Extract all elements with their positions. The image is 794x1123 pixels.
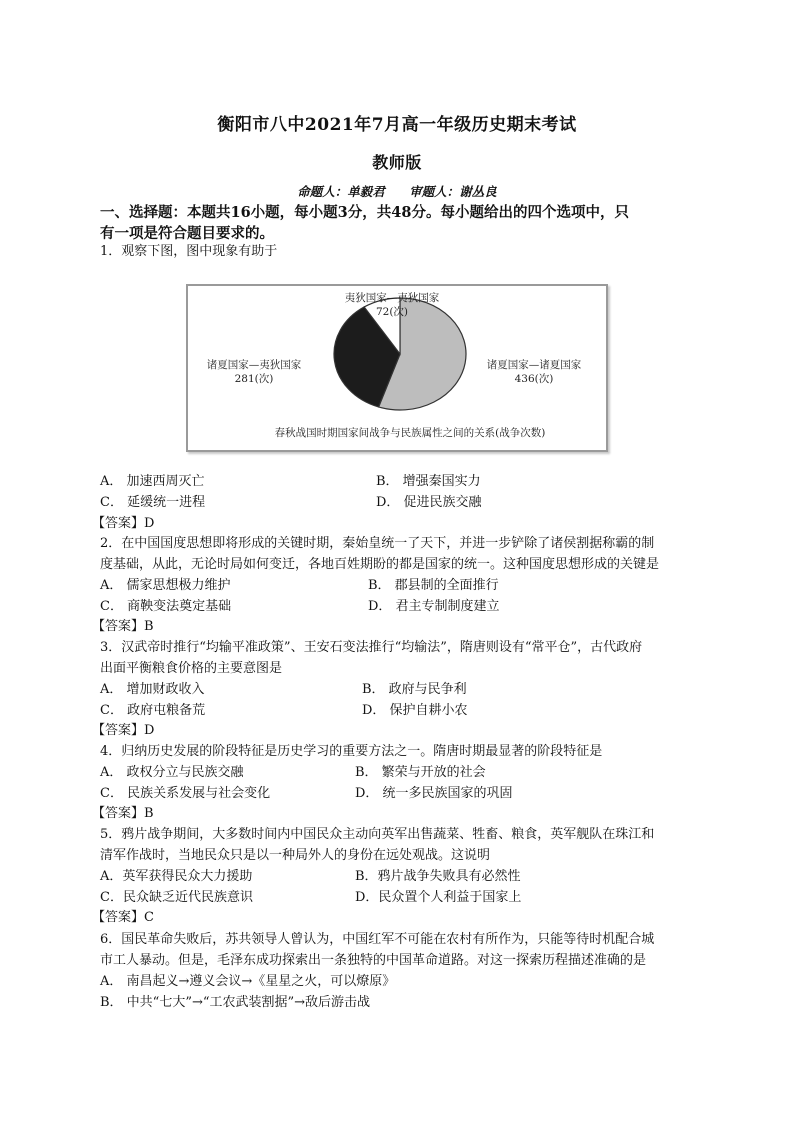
question-2-answer: 【答案】B xyxy=(92,619,154,634)
question-5-stem-line-1: 5．鸦片战争期间，大多数时间内中国民众主动向英军出售蔬菜、牲畜、粮食，英军舰队在珠江和 xyxy=(100,827,655,842)
question-1-option-d[interactable]: D． 促进民族交融 xyxy=(376,495,482,510)
pie-category-label: 夷狄国家—夷狄国家 xyxy=(344,292,440,304)
question-3-options-row-1 xyxy=(100,680,700,700)
question-4-option-c[interactable]: C． 民族关系发展与社会变化 xyxy=(100,786,271,801)
question-5-stem-line-2: 清军作战时，当地民众只是以一种局外人的身份在远处观战。这说明 xyxy=(100,848,491,863)
question-2-options-row-1 xyxy=(100,576,700,596)
question-4-options-row-1 xyxy=(100,763,700,783)
question-2-option-b[interactable]: B． 郡县制的全面推行 xyxy=(368,578,499,593)
author-label: 命题人：单毅君 xyxy=(297,184,385,199)
question-6-stem-line-1: 6．国民革命失败后，苏共领导人曾认为，中国红军不可能在农村有所作为，只能等待时机配合城 xyxy=(100,932,655,947)
question-1-options-row-2 xyxy=(100,493,700,513)
question-3-option-a[interactable]: A． 增加财政收入 xyxy=(100,682,205,697)
question-1-options-row-1 xyxy=(100,472,700,492)
question-2-options-row-2 xyxy=(100,597,700,617)
question-5-options-row-1 xyxy=(100,867,700,887)
question-3-option-d[interactable]: D． 保护自耕小农 xyxy=(362,703,468,718)
question-4-options-row-2 xyxy=(100,784,700,804)
question-1-answer: 【答案】D xyxy=(92,516,155,531)
pie-chart xyxy=(186,284,608,452)
question-5-option-b[interactable]: B．鸦片战争失败具有必然性 xyxy=(355,869,521,884)
question-1-option-a[interactable]: A． 加速西周灭亡 xyxy=(100,474,205,489)
question-6-stem-line-2: 市工人暴动。但是，毛泽东成功探索出一条独特的中国革命道路。对这一探索历程描述准确的是 xyxy=(100,953,647,968)
section-heading xyxy=(100,202,700,244)
pie-category-label: 诸夏国家—夷狄国家 xyxy=(206,359,302,371)
pie-category-label: 诸夏国家—诸夏国家 xyxy=(486,359,582,371)
section-heading-line-2: 有一项是符合题目要求的。 xyxy=(100,225,274,242)
question-5-answer: 【答案】C xyxy=(92,910,154,925)
edition-label: 教师版 xyxy=(372,153,422,172)
pie-value-label: 281(次) xyxy=(234,373,274,385)
question-2-stem-line-1: 2．在中国国度思想即将形成的关键时期，秦始皇统一了天下，并进一步铲除了诸侯割据称霸的制 xyxy=(100,536,655,551)
pie-chart-title: 春秋战国时期国家间战争与民族属性之间的关系(战争次数) xyxy=(274,427,546,439)
question-3-answer: 【答案】D xyxy=(92,723,155,738)
question-5-options-row-2 xyxy=(100,888,700,908)
pie-value-label: 72(次) xyxy=(375,306,409,318)
question-2-option-c[interactable]: C． 商鞅变法奠定基础 xyxy=(100,599,232,614)
question-5-option-d[interactable]: D．民众置个人利益于国家上 xyxy=(355,890,522,905)
question-2-option-d[interactable]: D． 君主专制制度建立 xyxy=(368,599,500,614)
question-6-option-b[interactable]: B． 中共“七大”→“工农武装割据”→敌后游击战 xyxy=(100,995,371,1010)
question-3-option-c[interactable]: C． 政府屯粮备荒 xyxy=(100,703,206,718)
pie-value-label: 436(次) xyxy=(514,373,554,385)
question-3-option-b[interactable]: B． 政府与民争利 xyxy=(362,682,467,697)
question-4-option-b[interactable]: B． 繁荣与开放的社会 xyxy=(355,765,486,780)
question-1-option-b[interactable]: B． 增强秦国实力 xyxy=(376,474,481,489)
author-line xyxy=(0,182,794,200)
question-1-option-c[interactable]: C． 延缓统一进程 xyxy=(100,495,206,510)
question-4-answer: 【答案】B xyxy=(92,806,154,821)
question-3-stem-line-2: 出面平衡粮食价格的主要意图是 xyxy=(100,661,283,676)
question-1-stem: 1．观察下图，图中现象有助于 xyxy=(100,244,278,259)
question-2-stem-line-2: 度基础，从此，无论时局如何变迁，各地百姓期盼的都是国家的统一。这种国度思想形成的关键是 xyxy=(100,557,660,572)
question-5-option-a[interactable]: A．英军获得民众大力援助 xyxy=(100,869,253,884)
question-4-option-a[interactable]: A． 政权分立与民族交融 xyxy=(100,765,244,780)
exam-title: 衡阳市八中2021年7月高一年级历史期末考试 xyxy=(217,115,577,135)
question-3-options-row-2 xyxy=(100,701,700,721)
question-4-option-d[interactable]: D． 统一多民族国家的巩固 xyxy=(355,786,513,801)
question-5-option-c[interactable]: C．民众缺乏近代民族意识 xyxy=(100,890,253,905)
question-6-option-a[interactable]: A． 南昌起义→遵义会议→《星星之火，可以燎原》 xyxy=(100,974,396,989)
section-heading-line-1: 一、选择题：本题共16小题，每小题3分，共48分。每小题给出的四个选项中，只 xyxy=(100,204,629,221)
question-2-option-a[interactable]: A． 儒家思想极力维护 xyxy=(100,578,231,593)
reviewer-label: 审题人：谢丛良 xyxy=(409,184,497,199)
pie-chart-svg xyxy=(188,286,606,450)
question-3-stem-line-1: 3．汉武帝时推行“均输平准政策”、王安石变法推行“均输法”，隋唐则设有“常平仓”，古代政府 xyxy=(100,640,643,655)
question-4-stem: 4．归纳历史发展的阶段特征是历史学习的重要方法之一。隋唐时期最显著的阶段特征是 xyxy=(100,744,603,759)
